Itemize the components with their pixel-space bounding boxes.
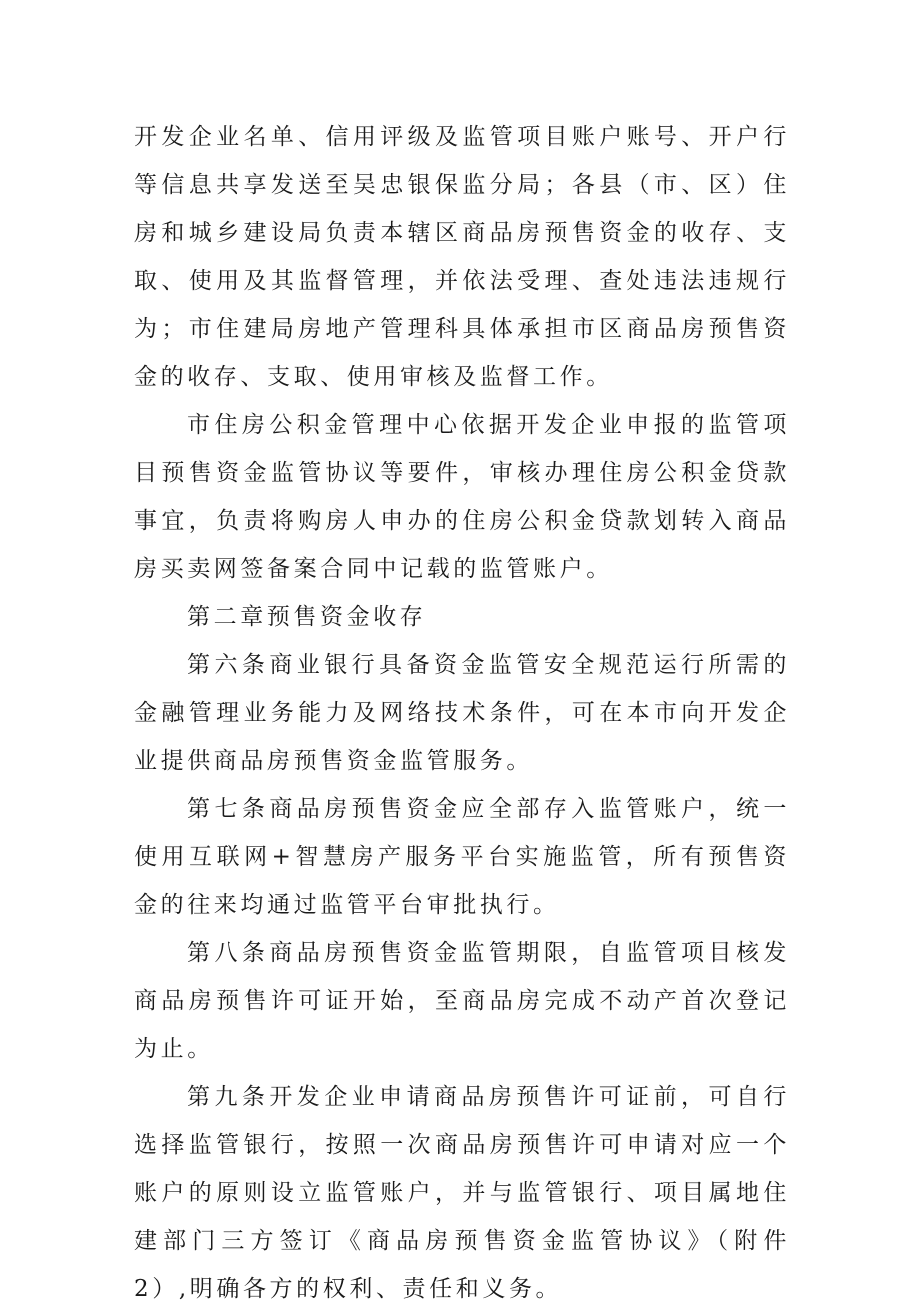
article-7: 第七条商品房预售资金应全部存入监管账户，统一使用互联网+智慧房产服务平台实施监管，所有预售资金的往来均通过监管平台审批执行。: [134, 796, 790, 918]
article-9: 第九条开发企业申请商品房预售许可证前，可自行选择监管银行，按照一次商品房预售许可申请对应一个账户的原则设立监管账户，并与监管银行、项目属地住建部门三方签订《商品房预售资金监管协议》（附件2）,明确各方的权利、责任和义务。: [134, 1084, 790, 1302]
article-8: 第八条商品房预售资金监管期限，自监管项目核发商品房预售许可证开始，至商品房完成不动产首次登记为止。: [134, 940, 790, 1062]
chapter-heading: 第二章预售资金收存: [187, 604, 427, 630]
article-6: 第六条商业银行具备资金监管安全规范运行所需的金融管理业务能力及网络技术条件，可在本市向开发企业提供商品房预售资金监管服务。: [134, 652, 790, 774]
document-body: [134, 113, 790, 1313]
paragraph-housing-fund: 市住房公积金管理中心依据开发企业申报的监管项目预售资金监管协议等要件，审核办理住房公积金贷款事宜，负责将购房人申办的住房公积金贷款划转入商品房买卖网签备案合同中记载的监管账户。: [134, 412, 790, 582]
paragraph-continued: 开发企业名单、信用评级及监管项目账户账号、开户行等信息共享发送至吴忠银保监分局；各县（市、区）住房和城乡建设局负责本辖区商品房预售资金的收存、支取、使用及其监督管理，并依法受理、查处违法违规行为；市住建局房地产管理科具体承担市区商品房预售资金的收存、支取、使用审核及监督工作。: [134, 124, 790, 390]
